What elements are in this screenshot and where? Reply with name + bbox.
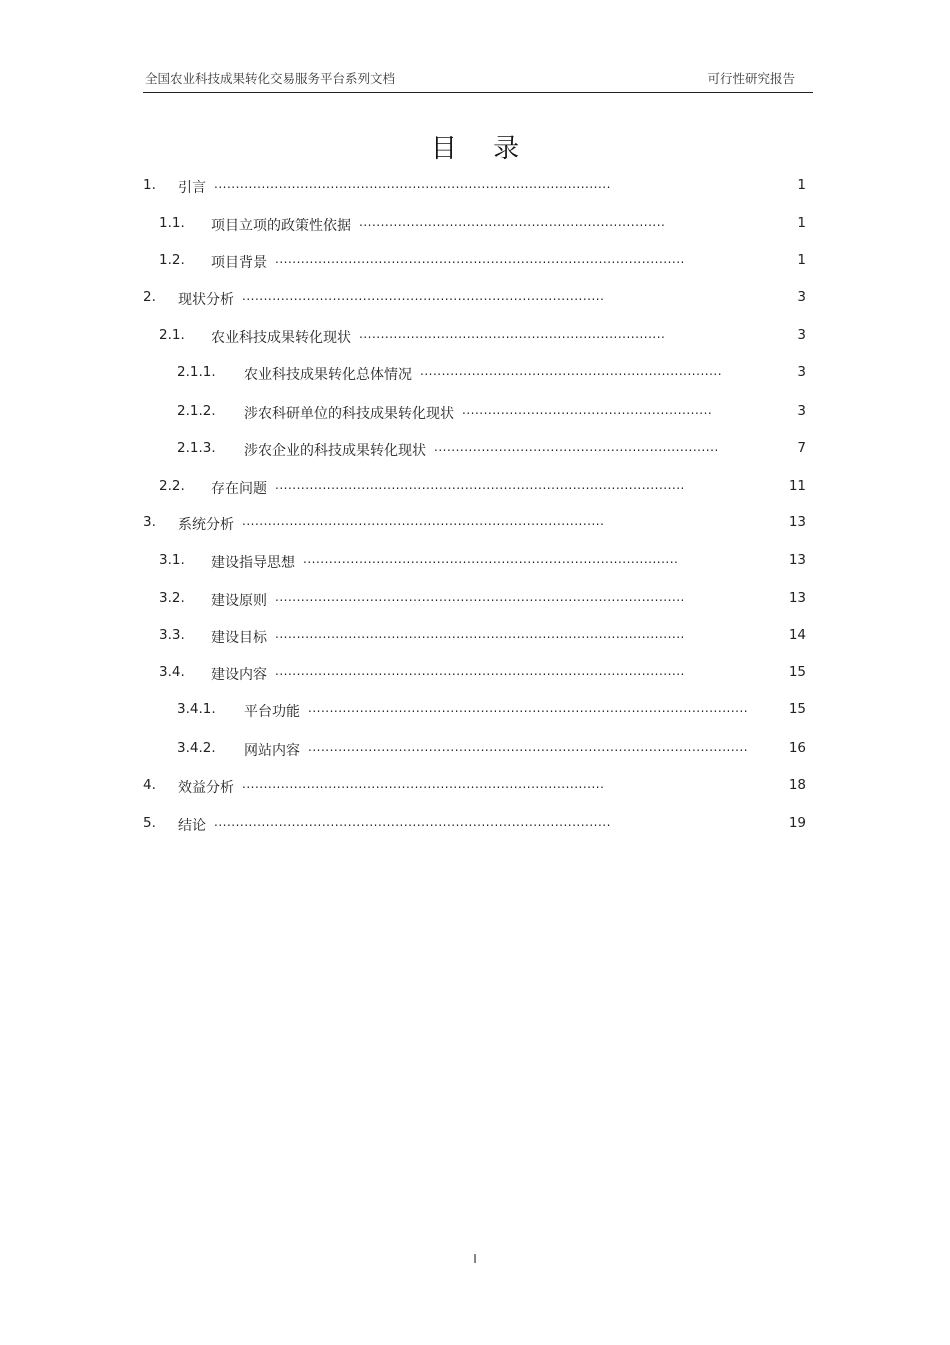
toc-entry-title: 项目背景 xyxy=(211,255,267,271)
toc-dot-leader: .......................................................... xyxy=(462,403,713,417)
toc-entry-page: 18 xyxy=(788,777,806,793)
toc-entry-page: 19 xyxy=(788,815,806,831)
toc-entry-page: 15 xyxy=(788,701,806,717)
toc-entry-title: 涉农企业的科技成果转化现状 xyxy=(244,443,426,459)
toc-entry-title: 网站内容 xyxy=(244,743,300,759)
toc-entry-number: 2.1.2. xyxy=(177,403,216,419)
toc-entry-page: 16 xyxy=(788,740,806,756)
toc-entry-number: 2.1. xyxy=(159,327,185,343)
toc-dot-leader: ...................................................................... xyxy=(420,364,723,378)
toc-dot-leader: .................................................................. xyxy=(434,440,719,454)
toc-entry-number: 3.3. xyxy=(159,627,185,643)
toc-entry-title: 结论 xyxy=(178,818,206,834)
toc-dot-leader: .................................................................................... xyxy=(242,777,605,791)
toc-entry[interactable] xyxy=(0,740,950,760)
toc-title: 目 录 xyxy=(430,134,534,164)
footer-page-number: I xyxy=(473,1252,477,1266)
toc-entry-title: 系统分析 xyxy=(178,517,234,533)
toc-dot-leader: ............................................................................................ xyxy=(214,177,611,191)
toc-entry-number: 3.4.1. xyxy=(177,701,216,717)
toc-entry-number: 1. xyxy=(143,177,156,193)
toc-entry[interactable] xyxy=(0,327,950,347)
toc-dot-leader: ....................................................................... xyxy=(359,215,666,229)
toc-entry[interactable] xyxy=(0,215,950,235)
toc-entry[interactable] xyxy=(0,777,950,797)
toc-entry[interactable] xyxy=(0,289,950,309)
page-header xyxy=(143,66,813,93)
toc-entry-title: 平台功能 xyxy=(244,704,300,720)
toc-entry-number: 2.1.1. xyxy=(177,364,216,380)
toc-entry[interactable] xyxy=(0,177,950,197)
toc-entry-title: 建设内容 xyxy=(211,667,267,683)
toc-entry-page: 11 xyxy=(788,478,806,494)
toc-entry-number: 2.2. xyxy=(159,478,185,494)
toc-dot-leader: ............................................................................................ xyxy=(214,815,611,829)
toc-dot-leader: ............................................................................................... xyxy=(275,627,685,641)
toc-entry-page: 1 xyxy=(797,252,806,268)
toc-entry[interactable] xyxy=(0,627,950,647)
toc-entry[interactable] xyxy=(0,552,950,572)
toc-entry-page: 1 xyxy=(797,177,806,193)
toc-entry-number: 3.4. xyxy=(159,664,185,680)
toc-entry-number: 3.2. xyxy=(159,590,185,606)
toc-entry-number: 3.4.2. xyxy=(177,740,216,756)
toc-entry-page: 3 xyxy=(797,289,806,305)
toc-entry-title: 引言 xyxy=(178,180,206,196)
toc-entry-title: 效益分析 xyxy=(178,780,234,796)
toc-dot-leader: ............................................................................................... xyxy=(275,590,685,604)
header-document-series: 全国农业科技成果转化交易服务平台系列文档 xyxy=(145,71,396,86)
toc-entry-page: 15 xyxy=(788,664,806,680)
toc-entry[interactable] xyxy=(0,664,950,684)
toc-dot-leader: ............................................................................................... xyxy=(275,664,685,678)
toc-entry-title: 涉农科研单位的科技成果转化现状 xyxy=(244,406,454,422)
toc-entry[interactable] xyxy=(0,701,950,721)
toc-entry[interactable] xyxy=(0,815,950,835)
toc-entry-page: 3 xyxy=(797,327,806,343)
toc-dot-leader: ...................................................................................................... xyxy=(308,701,749,715)
toc-entry-number: 3. xyxy=(143,514,156,530)
toc-entry-title: 农业科技成果转化总体情况 xyxy=(244,367,412,383)
toc-entry[interactable] xyxy=(0,478,950,498)
toc-entry-title: 存在问题 xyxy=(211,481,267,497)
toc-entry[interactable] xyxy=(0,252,950,272)
header-report-type: 可行性研究报告 xyxy=(707,71,795,86)
toc-entry-page: 13 xyxy=(788,514,806,530)
toc-entry-title: 建设目标 xyxy=(211,630,267,646)
toc-entry-page: 7 xyxy=(797,440,806,456)
toc-entry-number: 2.1.3. xyxy=(177,440,216,456)
toc-entry-page: 13 xyxy=(788,552,806,568)
toc-dot-leader: ....................................................................... xyxy=(359,327,666,341)
toc-entry-title: 项目立项的政策性依据 xyxy=(211,218,351,234)
toc-entry-page: 1 xyxy=(797,215,806,231)
toc-dot-leader: .................................................................................... xyxy=(242,289,605,303)
toc-entry-number: 5. xyxy=(143,815,156,831)
toc-entry-title: 现状分析 xyxy=(178,292,234,308)
toc-entry-number: 1.1. xyxy=(159,215,185,231)
toc-dot-leader: .................................................................................... xyxy=(242,514,605,528)
toc-entry[interactable] xyxy=(0,364,950,384)
toc-entry-number: 3.1. xyxy=(159,552,185,568)
toc-entry-title: 农业科技成果转化现状 xyxy=(211,330,351,346)
toc-dot-leader: ...................................................................................................... xyxy=(308,740,749,754)
toc-dot-leader: ............................................................................................... xyxy=(275,478,685,492)
toc-entry-number: 2. xyxy=(143,289,156,305)
toc-entry-page: 3 xyxy=(797,403,806,419)
toc-entry-number: 1.2. xyxy=(159,252,185,268)
toc-entry[interactable] xyxy=(0,403,950,423)
toc-dot-leader: ....................................................................................... xyxy=(303,552,679,566)
toc-dot-leader: ............................................................................................... xyxy=(275,252,685,266)
toc-entry-title: 建设原则 xyxy=(211,593,267,609)
toc-entry[interactable] xyxy=(0,514,950,534)
toc-entry-page: 14 xyxy=(788,627,806,643)
toc-entry-title: 建设指导思想 xyxy=(211,555,295,571)
toc-entry[interactable] xyxy=(0,590,950,610)
toc-entry-page: 13 xyxy=(788,590,806,606)
toc-entry[interactable] xyxy=(0,440,950,460)
toc-entry-page: 3 xyxy=(797,364,806,380)
toc-entry-number: 4. xyxy=(143,777,156,793)
